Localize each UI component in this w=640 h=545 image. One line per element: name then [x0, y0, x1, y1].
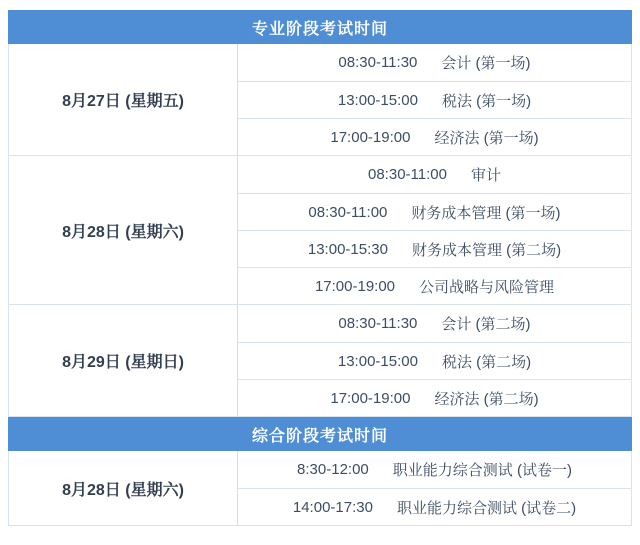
exam-slot-row — [238, 118, 631, 155]
date-cell-aug28-comprehensive: 8月28日 (星期六) — [9, 451, 238, 525]
section-header-comprehensive-stage: 综合阶段考试时间 — [8, 417, 632, 451]
exam-subject: 职业能力综合测试 (试卷二) — [396, 499, 577, 517]
exam-time: 17:00-19:00 — [314, 277, 396, 295]
slot-list — [238, 156, 631, 304]
exam-subject: 税法 (第二场) — [441, 353, 532, 371]
exam-subject: 财务成本管理 (第一场) — [411, 204, 561, 222]
date-cell-aug27: 8月27日 (星期五) — [9, 44, 238, 155]
exam-slot-row — [238, 81, 631, 118]
exam-slot-row — [238, 488, 631, 525]
section-header-professional-stage: 专业阶段考试时间 — [8, 10, 632, 44]
exam-slot-row — [238, 379, 631, 416]
day-group-aug27 — [8, 44, 632, 156]
exam-time: 08:30-11:00 — [368, 166, 447, 183]
exam-subject: 经济法 (第二场) — [434, 390, 539, 408]
exam-subject: 会计 (第一场) — [441, 55, 531, 72]
slot-list — [238, 451, 631, 525]
exam-time: 14:00-17:30 — [292, 498, 373, 516]
exam-time: 8:30-12:00 — [297, 461, 369, 478]
exam-subject: 会计 (第二场) — [441, 316, 531, 333]
exam-time: 13:00-15:30 — [307, 240, 388, 258]
exam-time: 13:00-15:00 — [337, 352, 418, 370]
exam-slot-row — [238, 193, 631, 230]
exam-slot-row — [238, 230, 631, 267]
exam-time: 13:00-15:00 — [337, 91, 418, 109]
exam-slot-row — [238, 342, 631, 379]
slot-list — [238, 44, 631, 155]
exam-time: 17:00-19:00 — [330, 389, 411, 407]
exam-time: 17:00-19:00 — [330, 128, 411, 146]
exam-subject: 税法 (第一场) — [441, 92, 532, 110]
exam-slot-row — [238, 305, 631, 342]
date-cell-aug28: 8月28日 (星期六) — [9, 156, 238, 304]
exam-slot-row — [238, 267, 631, 304]
exam-subject: 财务成本管理 (第二场) — [411, 241, 562, 259]
day-group-aug28-comprehensive — [8, 451, 632, 526]
exam-schedule-table — [8, 10, 632, 526]
exam-subject: 公司战略与风险管理 — [419, 278, 555, 296]
date-cell-aug29: 8月29日 (星期日) — [9, 305, 238, 416]
exam-time: 08:30-11:30 — [338, 54, 418, 71]
exam-slot-row — [238, 156, 631, 193]
exam-time: 08:30-11:00 — [308, 203, 388, 221]
exam-time: 08:30-11:30 — [338, 315, 418, 332]
exam-slot-row — [238, 451, 631, 488]
exam-subject: 职业能力综合测试 (试卷一) — [392, 462, 572, 479]
exam-subject: 经济法 (第一场) — [434, 129, 539, 147]
day-group-aug29 — [8, 305, 632, 417]
slot-list — [238, 305, 631, 416]
exam-subject: 审计 — [470, 167, 501, 184]
exam-slot-row — [238, 44, 631, 81]
day-group-aug28 — [8, 156, 632, 305]
